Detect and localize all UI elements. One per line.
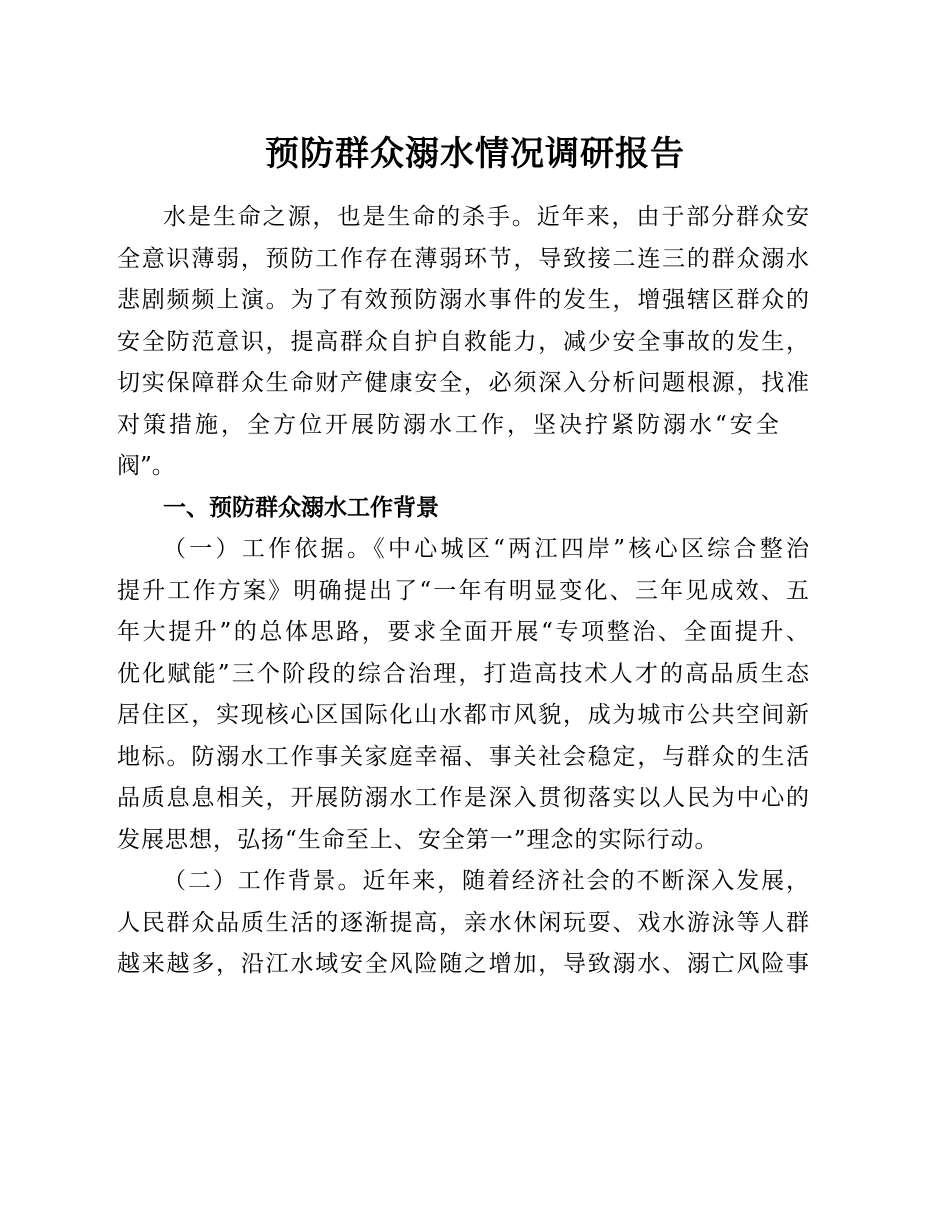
paragraph-line: 地标。防溺水工作事关家庭幸福、事关社会稳定，与群众的生活 xyxy=(117,743,809,770)
paragraph-line: 安全防范意识，提高群众自护自救能力，减少安全事故的发生， xyxy=(117,328,809,355)
paragraph-line: 优化赋能”三个阶段的综合治理，打造高技术人才的高品质生态 xyxy=(117,660,809,687)
paragraph-line: （二）工作背景。近年来，随着经济社会的不断深入发展， xyxy=(163,868,809,894)
paragraph-line: 越来越多，沿江水域安全风险随之增加，导致溺水、溺亡风险事 xyxy=(117,951,809,977)
paragraph-line: 切实保障群众生命财产健康安全，必须深入分析问题根源，找准 xyxy=(117,370,809,396)
paragraph-line: 阀”。 xyxy=(117,453,175,479)
section-heading: 一、预防群众溺水工作背景 xyxy=(163,494,439,521)
paragraph-line: 悲剧频频上演。为了有效预防溺水事件的发生，增强辖区群众的 xyxy=(117,287,809,313)
paragraph-line: 年大提升”的总体思路，要求全面开展“专项整治、全面提升、 xyxy=(117,619,809,645)
paragraph-line: 全意识薄弱，预防工作存在薄弱环节，导致接二连三的群众溺水 xyxy=(117,245,809,272)
paragraph-line: （一）工作依据。《中心城区“两江四岸”核心区综合整治 xyxy=(163,536,809,562)
paragraph-line: 品质息息相关，开展防溺水工作是深入贯彻落实以人民为中心的 xyxy=(117,785,809,811)
document-title: 预防群众溺水情况调研报告 xyxy=(265,134,685,174)
paragraph-line: 居住区，实现核心区国际化山水都市风貌，成为城市公共空间新 xyxy=(117,702,809,728)
document-body xyxy=(117,197,809,986)
paragraph-line: 水是生命之源，也是生命的杀手。近年来，由于部分群众安 xyxy=(163,204,809,230)
paragraph-line: 发展思想，弘扬“生命至上、安全第一”理念的实际行动。 xyxy=(117,826,719,853)
paragraph-line: 提升工作方案》明确提出了“一年有明显变化、三年见成效、五 xyxy=(117,577,809,604)
paragraph-line: 人民群众品质生活的逐渐提高，亲水休闲玩耍、戏水游泳等人群 xyxy=(117,909,809,936)
paragraph-line: 对策措施，全方位开展防溺水工作，坚决拧紧防溺水“安全 xyxy=(117,411,782,438)
